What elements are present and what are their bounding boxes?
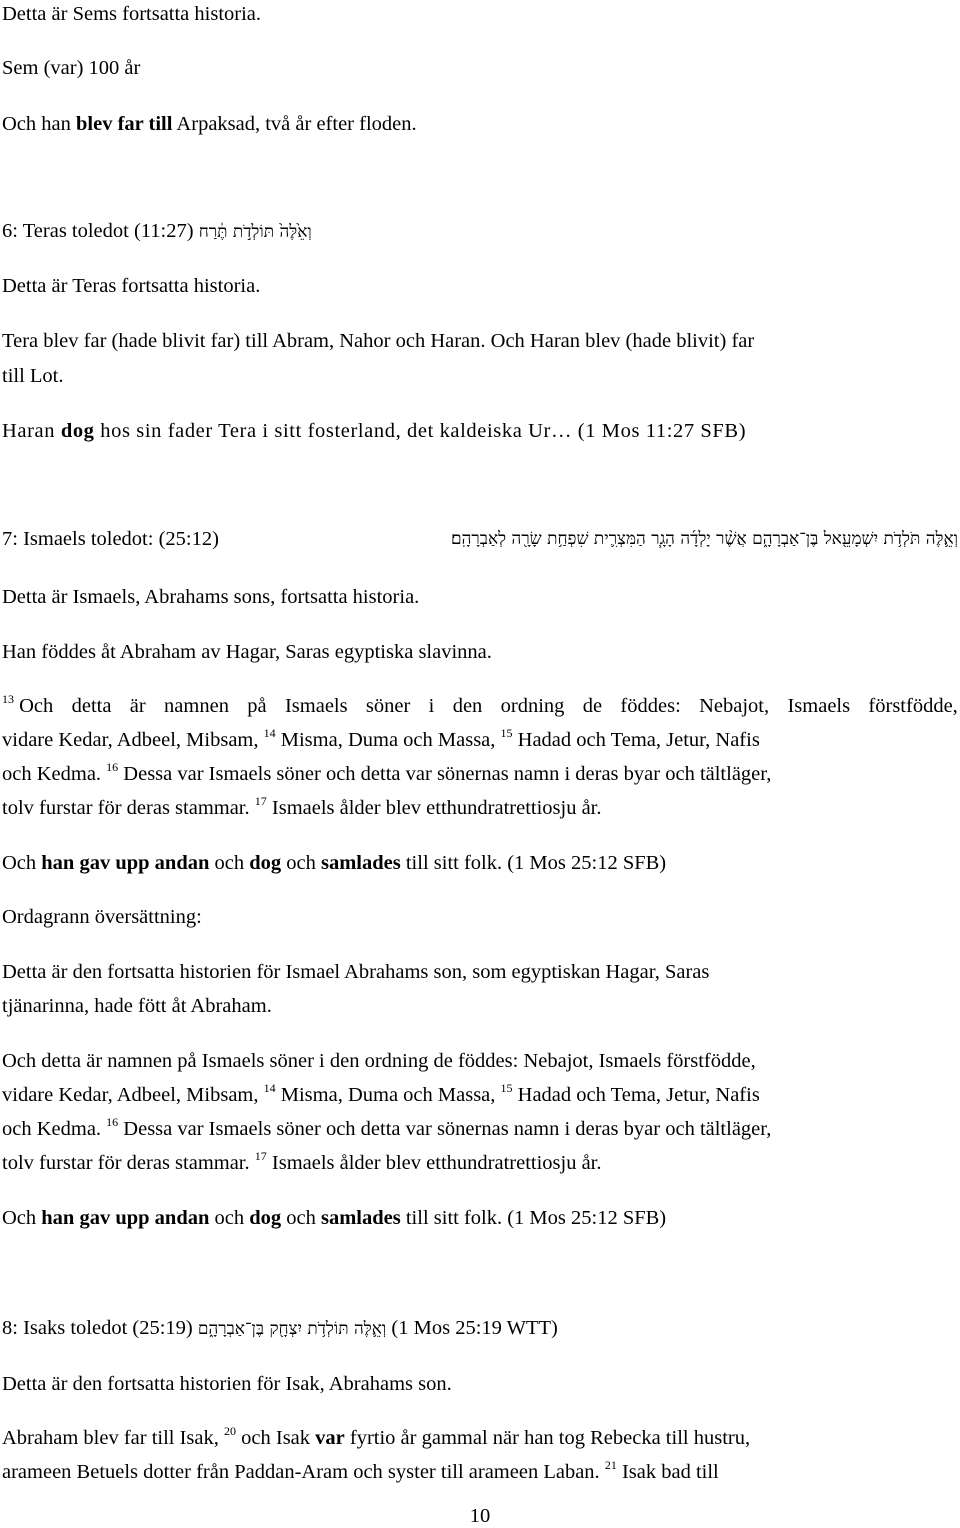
section-heading: 6: Teras toledot (11:27) וְאֵ֙לֶּה֙ תּוֹלְדֹ֣ת תֶּ֔רַח	[2, 220, 312, 242]
text-line: till Lot.	[2, 365, 64, 387]
paragraph-line: vidare Kedar, Adbeel, Mibsam, $^{14}$ Misma, Duma och Massa, $^{15}$ Hadad och Tema, Jetur, Nafis	[2, 726, 760, 751]
paragraph-line: och Kedma. $^{16}$ Dessa var Ismaels söner och detta var sönernas namn i deras byar och tältläger,	[2, 1115, 772, 1140]
paragraph-line: vidare Kedar, Adbeel, Mibsam, $^{14}$ Misma, Duma och Massa, $^{15}$ Hadad och Tema, Jetur, Nafis	[2, 1081, 760, 1106]
section-heading: Ordagrann översättning:	[2, 906, 202, 928]
paragraph-line: Och detta är namnen på Ismaels söner i den ordning de föddes: Nebajot, Ismaels förstfödde,	[2, 1050, 756, 1072]
text-line: Sem (var) 100 år	[2, 57, 141, 79]
text-line: Detta är Ismaels, Abrahams sons, fortsatta historia.	[2, 586, 420, 608]
section-heading: 8: Isaks toledot (25:19) וְאֵ֛לֶּה תּוֹלְדֹ֥ת יִצְחָ֖ק בֶּן־אַבְרָהָ֑ם (1 Mos 25:19 WTT)	[2, 1317, 558, 1339]
text-line: Och han blev far till Arpaksad, två år efter floden.	[2, 113, 417, 135]
paragraph-line: och Kedma. $^{16}$ Dessa var Ismaels söner och detta var sönernas namn i deras byar och tältläger,	[2, 760, 772, 785]
text-line: Detta är den fortsatta historien för Ismael Abrahams son, som egyptiskan Hagar, Saras	[2, 961, 710, 983]
text-line: Detta är Teras fortsatta historia.	[2, 275, 261, 297]
text-line: Och han gav upp andan och dog och samlades till sitt folk. (1 Mos 25:12 SFB)	[2, 852, 667, 874]
text-line: arameen Betuels dotter från Paddan-Aram och syster till arameen Laban. $^{21}$ Isak bad till	[2, 1458, 719, 1483]
text-line: Detta är Sems fortsatta historia.	[2, 3, 262, 25]
paragraph-line: $^{13}$ Och detta är namnen på Ismaels söner i den ordning de föddes: Nebajot, Ismaels förstfödde,	[2, 692, 958, 717]
text-line: Tera blev far (hade blivit far) till Abram, Nahor och Haran. Och Haran blev (hade blivit) far	[2, 330, 755, 352]
paragraph-line: tolv furstar för deras stammar. $^{17}$ Ismaels ålder blev etthundratrettiosju år.	[2, 794, 602, 819]
text-line: Abraham blev far till Isak, $^{20}$ och Isak var fyrtio år gammal när han tog Rebecka till hustru,	[2, 1424, 751, 1449]
text-line: Detta är den fortsatta historien för Isak, Abrahams son.	[2, 1373, 452, 1395]
text-line: Han föddes åt Abraham av Hagar, Saras egyptiska slavinna.	[2, 641, 492, 663]
text-line: Och han gav upp andan och dog och samlades till sitt folk. (1 Mos 25:12 SFB)	[2, 1207, 667, 1229]
page-number: 10	[469, 1505, 491, 1527]
text-line: tjänarinna, hade fött åt Abraham.	[2, 995, 272, 1017]
paragraph-line: tolv furstar för deras stammar. $^{17}$ Ismaels ålder blev etthundratrettiosju år.	[2, 1149, 602, 1174]
section-heading: 7: Ismaels toledot: (25:12) וְאֵ֛לֶּה תֹּלְדֹ֥ת יִשְׁמָעֵ֖אל בֶּן־אַבְרָהָ֑ם אֲשֶׁ֨ר יָלְדָ֜ה הָגָ֧ר הַמִּצְרִ֛ית שִׁפְחַ֥ת שָׂרָ֖ה לְאַבְרָהָֽם׃	[2, 528, 958, 550]
text-line: Haran dog hos sin fader Tera i sitt fosterland, det kaldeiska Ur… (1 Mos 11:27 SFB)	[2, 420, 747, 442]
